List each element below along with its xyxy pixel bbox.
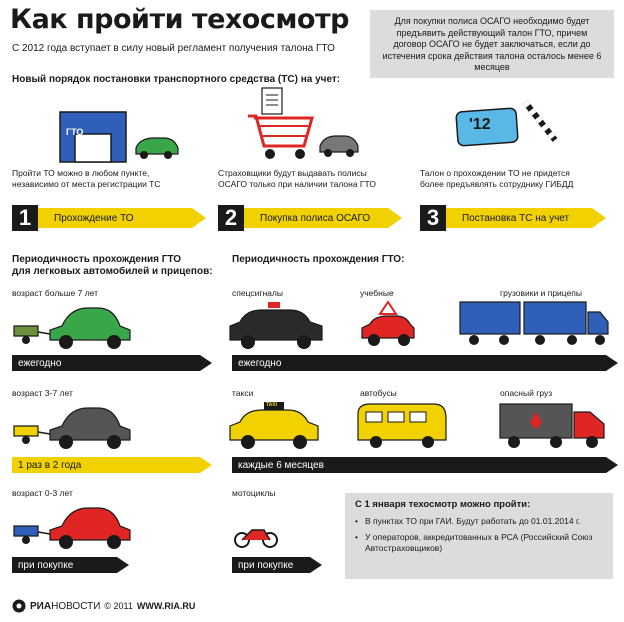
inspection-locations-box bbox=[345, 493, 613, 579]
frequency-yearly-passenger: ежегодно bbox=[12, 355, 200, 371]
step-1 bbox=[12, 205, 192, 231]
grey-car-with-trailer-icon bbox=[14, 402, 134, 450]
group-label-training: учебные bbox=[360, 288, 394, 298]
step-1-number: 1 bbox=[12, 205, 38, 231]
passenger-frequency-heading bbox=[12, 254, 213, 278]
page-title: Как пройти техосмотр bbox=[10, 4, 349, 35]
group-label-moto: мотоциклы bbox=[232, 488, 276, 498]
bus-icon bbox=[356, 402, 448, 450]
frequency-yearly-commercial: ежегодно bbox=[232, 355, 606, 371]
group-label-age-0-3: возраст 0-3 лет bbox=[12, 488, 73, 498]
site-link[interactable]: WWW.RIA.RU bbox=[136, 601, 196, 611]
frequency-on-purchase-passenger: при покупке bbox=[12, 557, 117, 573]
step-1-caption-line: независимо от места регистрации ТС bbox=[12, 179, 161, 189]
step-3-caption-line: более предъявлять сотруднику ГИБДД bbox=[420, 179, 574, 189]
police-car-icon bbox=[228, 300, 324, 350]
truck-icon bbox=[460, 300, 610, 348]
step-1-label: Прохождение ТО bbox=[38, 208, 192, 228]
notice-box: Для покупки полиса ОСАГО необходимо будет предъявить действующий талон ГТО, причем договор ОСАГО не будет заключаться, если до истечения срока действия талона осталось менее 6 месяцев bbox=[370, 10, 614, 78]
footer bbox=[12, 599, 195, 613]
step-2-caption bbox=[218, 168, 376, 190]
page-subtitle: С 2012 года вступает в силу новый регламент получения талона ГТО bbox=[12, 43, 335, 54]
taxi-roof-sign: TAXI bbox=[266, 402, 278, 408]
step-2-caption-line: Страховщики будут выдавать полисы bbox=[218, 168, 367, 178]
step-2 bbox=[218, 205, 388, 231]
inspection-station-illustration bbox=[60, 112, 180, 162]
step-1-caption-line: Пройти ТО можно в любом пункте, bbox=[12, 168, 150, 178]
ria-logo-icon bbox=[12, 599, 26, 613]
hazard-truck-icon bbox=[498, 400, 610, 450]
group-label-trucks: грузовики и прицепы bbox=[500, 288, 583, 298]
heading-line: Периодичность прохождения ГТО bbox=[12, 254, 182, 265]
frequency-half-year: каждые 6 месяцев bbox=[232, 457, 606, 473]
red-car-with-trailer-icon bbox=[14, 502, 134, 550]
group-label-age-3-7: возраст 3-7 лет bbox=[12, 388, 73, 398]
frequency-biennial: 1 раз в 2 года bbox=[12, 457, 200, 473]
station-sign: ГТО bbox=[66, 127, 84, 137]
step-3-label: Постановка ТС на учет bbox=[446, 208, 592, 228]
frequency-on-purchase-moto: при покупке bbox=[232, 557, 310, 573]
step-3-number: 3 bbox=[420, 205, 446, 231]
group-label-buses: автобусы bbox=[360, 388, 397, 398]
green-car-with-trailer-icon bbox=[14, 302, 134, 350]
step-2-number: 2 bbox=[218, 205, 244, 231]
step-2-caption-line: ОСАГО только при наличии талона ГТО bbox=[218, 179, 376, 189]
step-3 bbox=[420, 205, 592, 231]
shopping-cart-illustration bbox=[248, 86, 363, 164]
inspection-location-item: • В пунктах ТО при ГАИ. Будут работать до 01.01.2014 г. bbox=[355, 516, 603, 527]
heading-line: для легковых автомобилей и прицепов: bbox=[12, 266, 213, 277]
step-2-label: Покупка полиса ОСАГО bbox=[244, 208, 388, 228]
step-3-caption bbox=[420, 168, 573, 190]
order-heading: Новый порядок постановки транспортного средства (ТС) на учет: bbox=[12, 74, 341, 85]
copyright: © 2011 bbox=[104, 601, 133, 611]
step-1-caption bbox=[12, 168, 161, 190]
ria-logo-bold: РИА bbox=[30, 600, 52, 612]
ria-logo-thin: НОВОСТИ bbox=[51, 600, 101, 612]
training-car-icon bbox=[358, 300, 418, 348]
group-label-age-7plus: возраст больше 7 лет bbox=[12, 288, 99, 298]
ticket-text: '12 bbox=[469, 116, 491, 133]
commercial-frequency-heading: Периодичность прохождения ГТО: bbox=[232, 254, 405, 265]
ria-logo bbox=[30, 601, 100, 612]
group-label-special: спецсигналы bbox=[232, 288, 283, 298]
group-label-taxi: такси bbox=[232, 388, 254, 398]
group-label-hazard: опасный груз bbox=[500, 388, 553, 398]
inspection-locations-heading: С 1 января техосмотр можно пройти: bbox=[355, 499, 531, 510]
step-3-caption-line: Талон о прохождении ТО не придется bbox=[420, 168, 570, 178]
inspection-location-item: • У операторов, аккредитованных в РСА (Российский Союз Автостраховщиков) bbox=[355, 532, 603, 554]
motorcycle-icon bbox=[232, 518, 280, 550]
